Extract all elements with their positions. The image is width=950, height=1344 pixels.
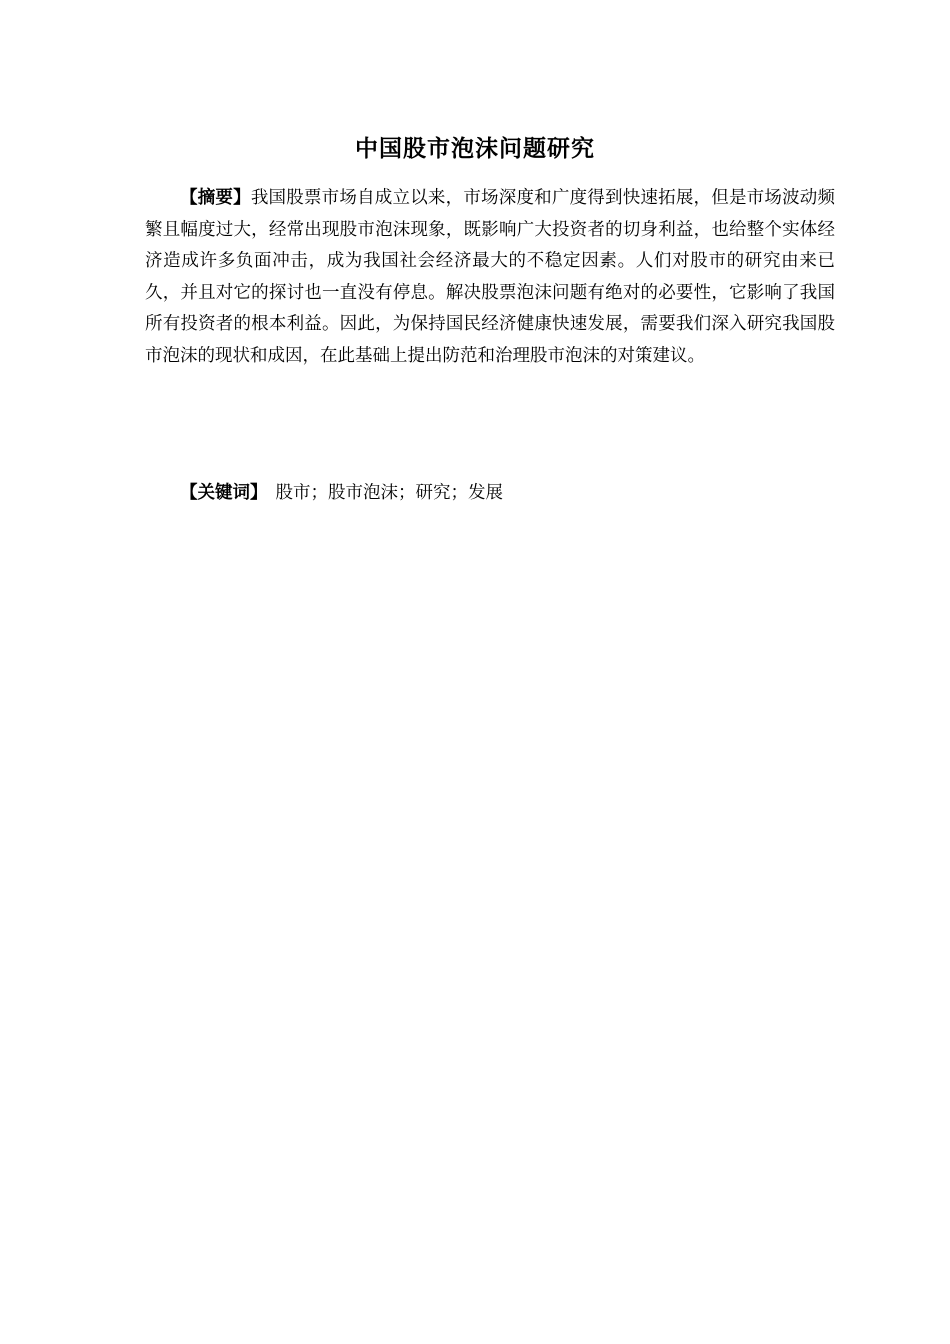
document-title: 中国股市泡沫问题研究 [355,136,595,162]
keywords-text: 股市；股市泡沫；研究；发展 [275,483,503,503]
abstract-text: 我国股票市场自成立以来，市场深度和广度得到快速拓展，但是市场波动频繁且幅度过大，经常出现股市泡沫现象，既影响广大投资者的切身利益，也给整个实体经济造成许多负面冲击，成为我国社会经济最大的不稳定因素。人们对股市的研究由来已久，并且对它的探讨也一直没有停息。解决股票泡沫问题有绝对的必要性，它影响了我国所有投资者的根本利益。因此，为保持国民经济健康快速发展，需要我们深入研究我国股市泡沫的现状和成因，在此基础上提出防范和治理股市泡沫的对策建议。 [145,188,836,366]
keywords-label: 【关键词】 [180,483,268,503]
abstract-section [145,183,835,372]
abstract-label: 【摘要】 [180,188,251,208]
abstract-paragraph [145,183,835,372]
keywords-section [145,478,835,510]
